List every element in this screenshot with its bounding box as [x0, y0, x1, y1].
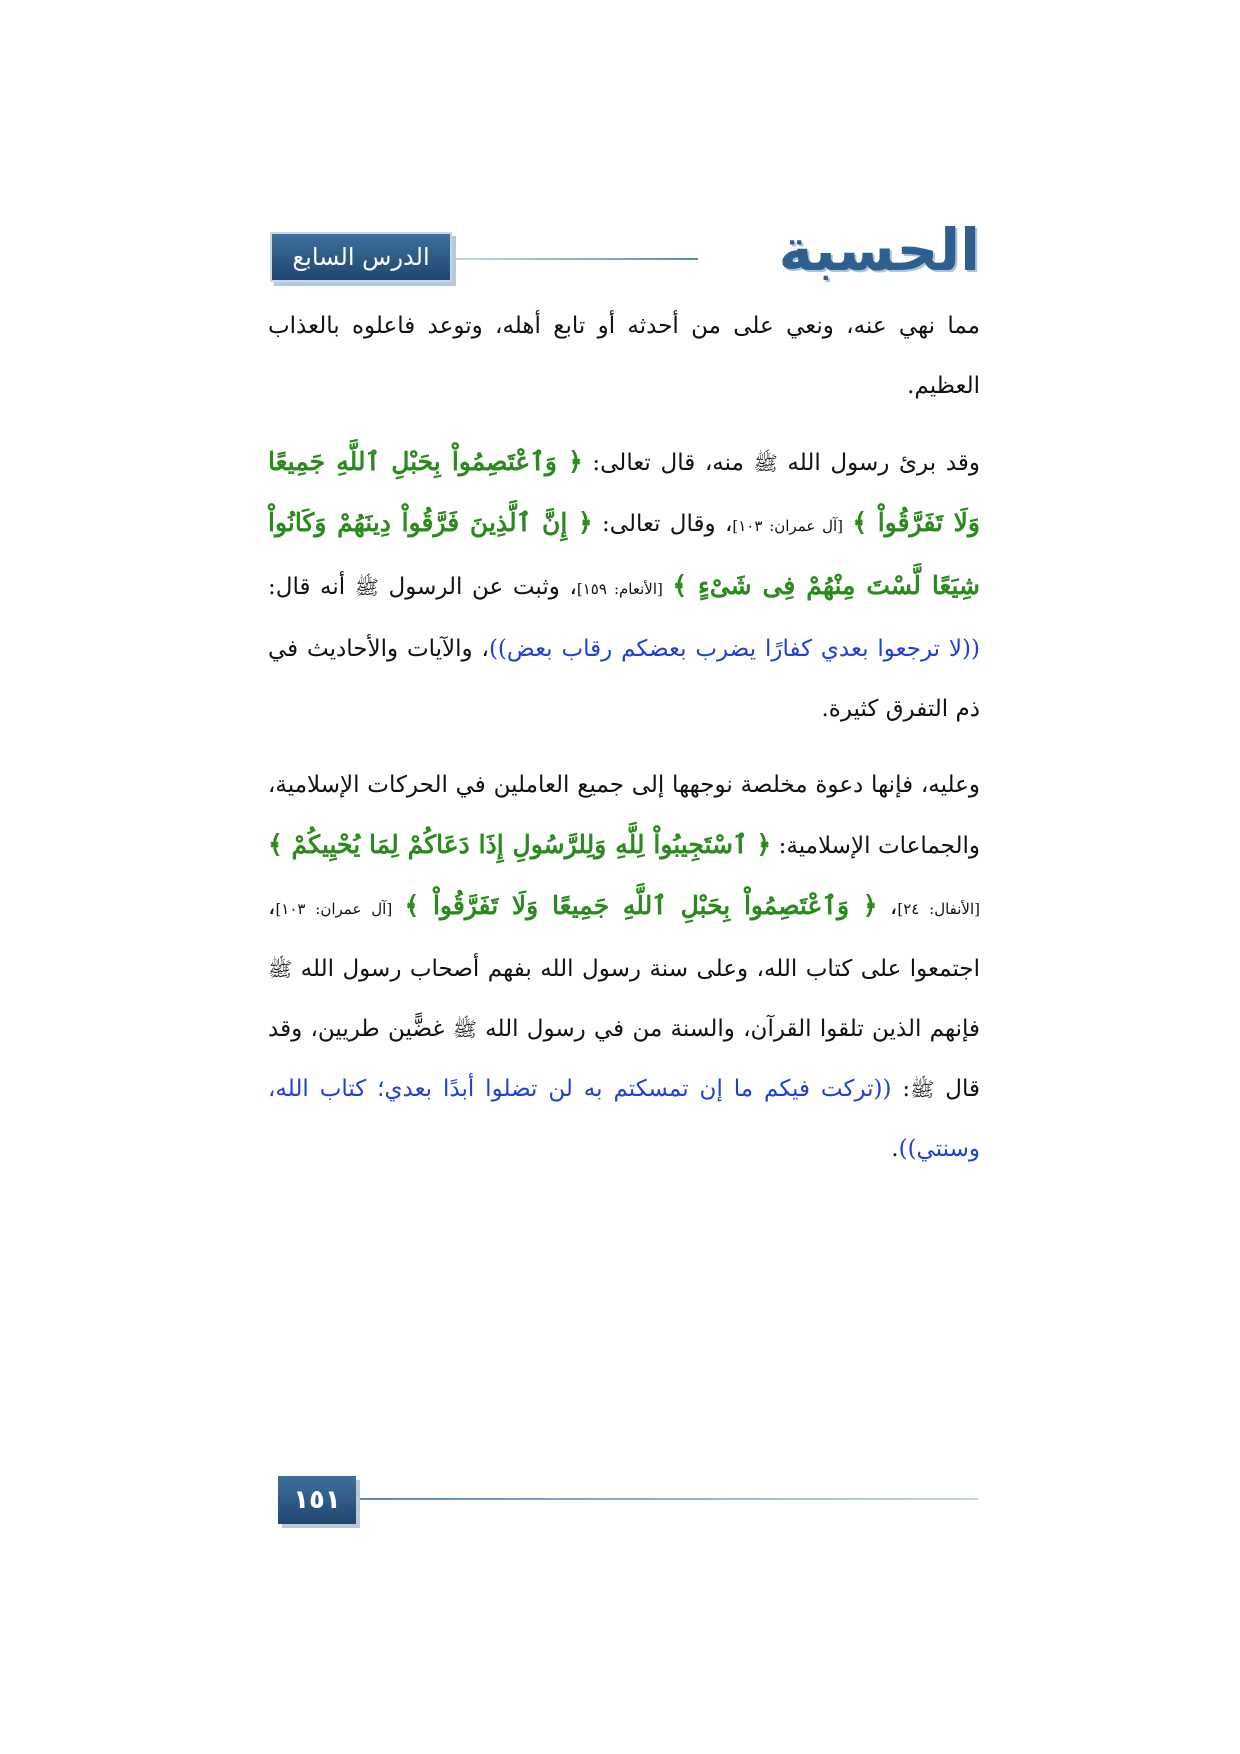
footer-divider — [360, 1498, 978, 1500]
paragraph-3 — [268, 755, 980, 1179]
lesson-label: الدرس السابع — [292, 243, 430, 271]
pbuh-symbol: ﷺ — [910, 1077, 935, 1101]
pbuh-symbol: ﷺ — [354, 575, 379, 599]
paragraph-2 — [268, 432, 980, 739]
text-span: منه، قال تعالى: — [582, 450, 754, 476]
text-span: : — [891, 1076, 911, 1102]
pbuh-symbol: ﷺ — [268, 957, 293, 981]
pbuh-symbol: ﷺ — [452, 1017, 477, 1041]
text-span: ، وقال تعالى: — [592, 511, 733, 537]
verse-reference: [الأنفال: ٢٤] — [897, 900, 980, 918]
text-span: فإنهم الذين تلقوا القرآن، والسنة من في رسول الله — [476, 1016, 980, 1042]
quran-verse: ﴿ إِنَّ ٱلَّذِينَ فَرَّقُواْ دِينَهُمْ وَكَانُواْ شِيَعًا لَّسْتَ مِنْهُمْ فِى شَىْءٍ ﴾ — [268, 508, 980, 600]
text-span: ، والآيات والأحاديث في ذم التفرق كثيرة. — [268, 636, 980, 722]
header-divider — [452, 258, 698, 260]
pbuh-symbol: ﷺ — [753, 451, 778, 475]
hadith-quote: ((تركت فيكم ما إن تمسكتم به لن تضلوا أبدًا بعدي؛ كتاب الله، وسنتي)) — [268, 1076, 980, 1162]
page-number: ١٥١ — [293, 1485, 341, 1515]
quran-verse: ﴿ ٱسْتَجِيبُواْ لِلَّهِ وَلِلرَّسُولِ إِذَا دَعَاكُمْ لِمَا يُحْيِيكُمْ ﴾ — [268, 830, 772, 859]
verse-reference: [آل عمران: ١٠٣] — [275, 900, 393, 918]
text-span: وعليه، فإنها دعوة مخلصة نوجهها إلى جميع العاملين في الحركات الإسلامية، والجماعات الإسلامية: — [268, 772, 980, 859]
paragraph-1: مما نهي عنه، ونعي على من أحدثه أو تابع أهله، وتوعد فاعلوه بالعذاب العظيم. — [268, 313, 980, 399]
book-title: الحسبة — [778, 216, 980, 284]
text-span: ، اجتمعوا على كتاب الله، وعلى سنة رسول الله بفهم أصحاب رسول الله — [268, 894, 980, 982]
verse-reference: [آل عمران: ١٠٣] — [732, 517, 844, 535]
quran-verse: ﴿ وَٱعْتَصِمُواْ بِحَبْلِ ٱللَّهِ جَمِيعًا وَلَا تَفَرَّقُواْ ﴾ — [268, 447, 980, 537]
page-number-badge — [278, 1476, 356, 1524]
page-header — [270, 216, 980, 288]
page-content — [268, 296, 980, 1179]
hadith-quote: ((لا ترجعوا بعدي كفارًا يضرب بعضكم رقاب بعض)) — [488, 636, 980, 662]
text-span: أنه قال: — [268, 574, 355, 600]
text-span: . — [891, 1136, 899, 1162]
quran-verse: ﴿ وَٱعْتَصِمُواْ بِحَبْلِ ٱللَّهِ جَمِيعًا وَلَا تَفَرَّقُواْ ﴾ — [404, 891, 878, 920]
lesson-badge — [270, 232, 452, 282]
text-span: ، وثبت عن الرسول — [378, 574, 577, 600]
page-footer — [278, 1476, 978, 1526]
text-span: وقد برئ رسول الله — [777, 450, 980, 476]
text-span: ، — [877, 894, 898, 920]
verse-reference: [الأنعام: ١٥٩] — [576, 580, 663, 598]
text-span: غضًّين طريين، وقد قال — [268, 1016, 980, 1102]
